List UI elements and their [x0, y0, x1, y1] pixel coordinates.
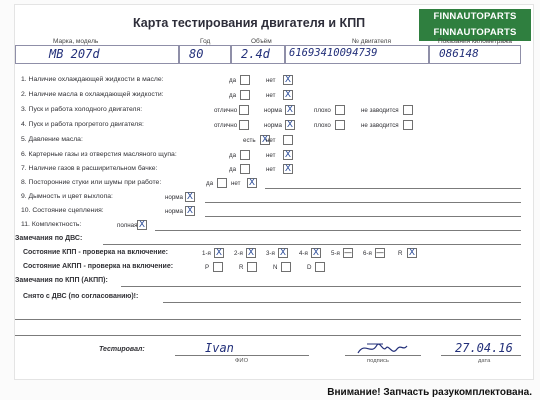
mileage-header: Показания километража: [438, 38, 512, 45]
row-7-label: 7. Наличие газов в расширительном бачке:: [21, 165, 158, 172]
fio-caption: ФИО: [235, 358, 249, 364]
row-6-yes-label: да: [229, 152, 237, 159]
row-8-no-label: нет: [231, 180, 241, 187]
row-3-no-start-checkbox[interactable]: [403, 105, 413, 115]
gear-4-checkbox[interactable]: X: [312, 248, 320, 258]
mileage-value: 086148: [439, 47, 479, 60]
row-11-full-checkbox[interactable]: X: [138, 220, 146, 230]
signature-line: [345, 355, 421, 356]
auto-r-checkbox[interactable]: [247, 262, 257, 272]
row-5-no-checkbox[interactable]: [283, 135, 293, 145]
test-card-sheet: [14, 4, 534, 380]
auto-r-label: R: [239, 264, 244, 271]
row-7-yes-label: да: [229, 166, 237, 173]
engine-number-value: 61693410094739: [289, 47, 378, 59]
gear-5-checkbox[interactable]: —: [344, 248, 352, 257]
gear-r-label: R: [398, 250, 403, 257]
signature-caption: подпись: [367, 358, 389, 364]
row-3-excellent-label: отлично: [214, 107, 238, 114]
row-11-label: 11. Комплектность:: [21, 221, 82, 228]
row-2-yes-label: да: [229, 92, 237, 99]
row-5-exists-label: есть: [243, 137, 256, 144]
row-5-exists-checkbox[interactable]: X: [261, 135, 269, 145]
row-9-normal-checkbox[interactable]: X: [186, 192, 194, 202]
row-2-no-label: нет: [266, 92, 276, 99]
row-4-bad-checkbox[interactable]: [335, 120, 345, 130]
row-3-bad-checkbox[interactable]: [335, 105, 345, 115]
row-10-label: 10. Состояние сцепления:: [21, 207, 104, 214]
row-1-yes-label: да: [229, 77, 237, 84]
gear-1-label: 1-я: [202, 250, 211, 257]
row-10-line: [205, 216, 521, 217]
auto-d-label: D: [307, 264, 312, 271]
row-9-normal-label: норма: [165, 194, 183, 201]
auto-n-label: N: [273, 264, 278, 271]
row-6-no-checkbox[interactable]: X: [284, 150, 292, 160]
volume-header: Объём: [251, 38, 272, 45]
row-10-normal-checkbox[interactable]: X: [186, 206, 194, 216]
volume-value: 2.4d: [241, 47, 270, 61]
row-8-yes-checkbox[interactable]: [217, 178, 227, 188]
row-4-bad-label: плохо: [314, 122, 331, 129]
row-8-line: [265, 188, 521, 189]
row-4-normal-label: норма: [264, 122, 282, 129]
year-header: Год: [200, 38, 211, 45]
gear-2-checkbox[interactable]: X: [247, 248, 255, 258]
row-4-no-start-checkbox[interactable]: [403, 120, 413, 130]
auto-n-checkbox[interactable]: [281, 262, 291, 272]
row-4-excellent-checkbox[interactable]: [239, 120, 249, 130]
row-8-no-checkbox[interactable]: X: [248, 178, 256, 188]
removed-parts-label: Снято с ДВС (по согласованию)!:: [23, 293, 139, 300]
akpp-check-label: Состояние АКПП - проверка на включение:: [23, 263, 174, 270]
footer-warning: Внимание! Запчасть разукомплектована.: [327, 387, 532, 398]
gear-6-checkbox[interactable]: —: [376, 248, 384, 257]
row-5-label: 5. Давление масла:: [21, 136, 83, 143]
row-1-no-checkbox[interactable]: X: [284, 75, 292, 85]
row-4-label: 4. Пуск и работа прогретого двигателя:: [21, 121, 144, 128]
kpp-remarks-line: [121, 286, 521, 287]
model-value: MB 207d: [49, 47, 100, 61]
row-3-normal-label: норма: [264, 107, 282, 114]
row-2-no-checkbox[interactable]: X: [284, 90, 292, 100]
row-9-label: 9. Дымность и цвет выхлопа:: [21, 193, 113, 200]
date-line: [441, 355, 521, 356]
engine-remarks-label: Замечания по ДВС:: [15, 235, 83, 242]
row-4-normal-checkbox[interactable]: X: [286, 120, 294, 130]
kpp-remarks-label: Замечания по КПП (АКПП):: [15, 277, 108, 284]
row-6-label: 6. Картерные газы из отверстия масляного щупа:: [21, 151, 177, 158]
row-1-no-label: нет: [266, 77, 276, 84]
row-3-normal-checkbox[interactable]: X: [286, 105, 294, 115]
gear-5-label: 5-я: [331, 250, 340, 257]
tester-name: Ivan: [205, 341, 234, 355]
engine-number-header: № двигателя: [352, 38, 391, 45]
row-6-yes-checkbox[interactable]: [240, 150, 250, 160]
tested-by-label: Тестировал:: [99, 346, 145, 353]
row-1-label: 1. Наличие охлаждающей жидкости в масле:: [21, 76, 164, 83]
card-title: Карта тестирования двигателя и КПП: [133, 16, 366, 30]
date-value: 27.04.16: [455, 341, 513, 355]
gear-3-label: 3-я: [266, 250, 275, 257]
date-caption: дата: [478, 358, 491, 364]
gear-r-checkbox[interactable]: X: [408, 248, 416, 258]
row-4-excellent-label: отлично: [214, 122, 238, 129]
row-7-yes-checkbox[interactable]: [240, 164, 250, 174]
row-11-full-label: полная: [117, 222, 138, 229]
gear-6-label: 6-я: [363, 250, 372, 257]
extra-line-1: [15, 319, 521, 320]
engine-remarks-line: [103, 244, 521, 245]
row-7-no-label: нет: [266, 166, 276, 173]
row-8-yes-label: да: [206, 180, 214, 187]
row-3-excellent-checkbox[interactable]: [239, 105, 249, 115]
extra-line-2: [15, 335, 521, 336]
row-9-line: [205, 202, 521, 203]
row-11-line: [155, 230, 521, 231]
tester-name-line: [175, 355, 309, 356]
gear-3-checkbox[interactable]: X: [279, 248, 287, 258]
row-2-label: 2. Наличие масла в охлаждающей жидкости:: [21, 91, 164, 98]
row-4-no-start-label: не заводится: [361, 122, 399, 129]
row-3-no-start-label: не заводится: [361, 107, 399, 114]
row-8-label: 8. Посторонние стуки или шумы при работе:: [21, 179, 162, 186]
row-3-bad-label: плохо: [314, 107, 331, 114]
row-7-no-checkbox[interactable]: X: [284, 164, 292, 174]
logo-line-1: FINNAUTOPARTS: [419, 9, 531, 25]
gear-1-checkbox[interactable]: X: [215, 248, 223, 258]
auto-d-checkbox[interactable]: [315, 262, 325, 272]
year-field: [179, 45, 231, 64]
row-3-label: 3. Пуск и работа холодного двигателя:: [21, 106, 143, 113]
year-value: 80: [189, 47, 204, 61]
row-10-normal-label: норма: [165, 208, 183, 215]
row-1-yes-checkbox[interactable]: [240, 75, 250, 85]
logo-line-2: FINNAUTOPARTS: [419, 25, 531, 41]
row-6-no-label: нет: [266, 152, 276, 159]
row-5-no-label: нет: [266, 137, 276, 144]
gear-4-label: 4-я: [299, 250, 308, 257]
row-2-yes-checkbox[interactable]: [240, 90, 250, 100]
gear-2-label: 2-я: [234, 250, 243, 257]
model-header: Марка, модель: [53, 38, 99, 45]
removed-parts-line: [163, 302, 521, 303]
auto-p-label: P: [205, 264, 210, 271]
auto-p-checkbox[interactable]: [213, 262, 223, 272]
kpp-check-label: Состояние КПП - проверка на включение:: [23, 249, 168, 256]
